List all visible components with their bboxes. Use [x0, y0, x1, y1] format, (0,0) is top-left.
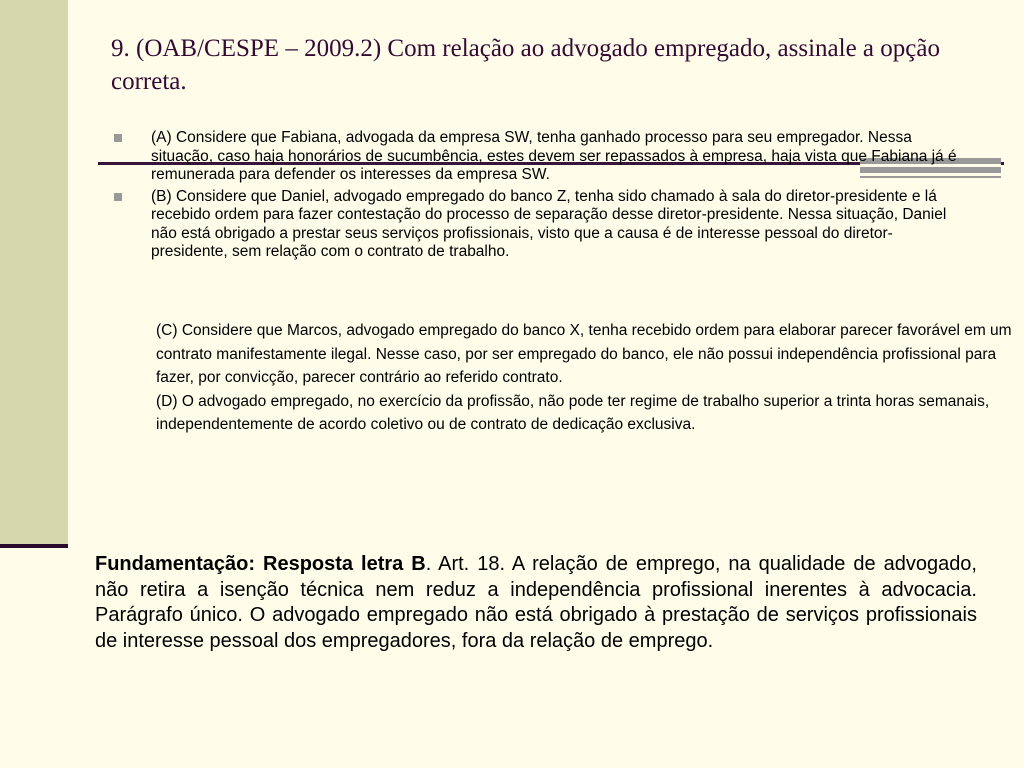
square-bullet-icon — [114, 193, 122, 201]
explanation-paragraph — [95, 552, 977, 654]
answer-options-list — [114, 129, 964, 265]
explanation-body: . Art. 18. A relação de emprego, na qualidade de advogado, não retira a isenção técnica nem reduz a independência profissional inerentes à advocacia. Parágrafo único. O advogado empregado não está obrigado à prestação de serviços profissionais de interesse pessoal dos empregadores, fora da relação de emprego. — [95, 553, 977, 652]
option-c-text: (C) Considere que Marcos, advogado empregado do banco X, tenha recebido ordem para elaborar parecer favorável em um contrato manifestamente ilegal. Nesse caso, por ser empregado do banco, ele não possui independência profissional para fazer, por convicção, parecer contrário ao referido contrato. — [156, 322, 1012, 386]
option-b-text: (B) Considere que Daniel, advogado empregado do banco Z, tenha sido chamado à sala do diretor-presidente e lá recebido ordem para fazer contestação do processo de separação desse diretor-presidente. Nessa situação, Daniel não está obrigado a prestar seus serviços profissionais, visto que a causa é de interesse pessoal do diretor-presidente, sem relação com o contrato de trabalho. — [151, 187, 947, 260]
option-b — [114, 188, 964, 262]
left-bar-underline — [0, 544, 68, 548]
option-a-text: (A) Considere que Fabiana, advogada da empresa SW, tenha ganhado processo para seu empregador. Nessa situação, caso haja honorários de sucumbência, estes devem ser repassados à empresa, haja vista que Fabiana já é remunerada para defender os interesses da empresa SW. — [151, 129, 957, 183]
option-d-text: (D) O advogado empregado, no exercício da profissão, não pode ter regime de trabalho superior a trinta horas semanais, independentemente de acordo coletivo ou de contrato de dedicação exclusiva. — [156, 392, 990, 433]
slide-title: 9. (OAB/CESPE – 2009.2) Com relação ao advogado empregado, assinale a opção correta. — [111, 35, 940, 95]
square-bullet-icon — [114, 134, 122, 142]
extra-options — [156, 319, 1016, 437]
option-a — [114, 129, 964, 185]
explanation-heading: Fundamentação: Resposta letra B — [95, 553, 426, 575]
left-decorative-bar — [0, 0, 68, 545]
